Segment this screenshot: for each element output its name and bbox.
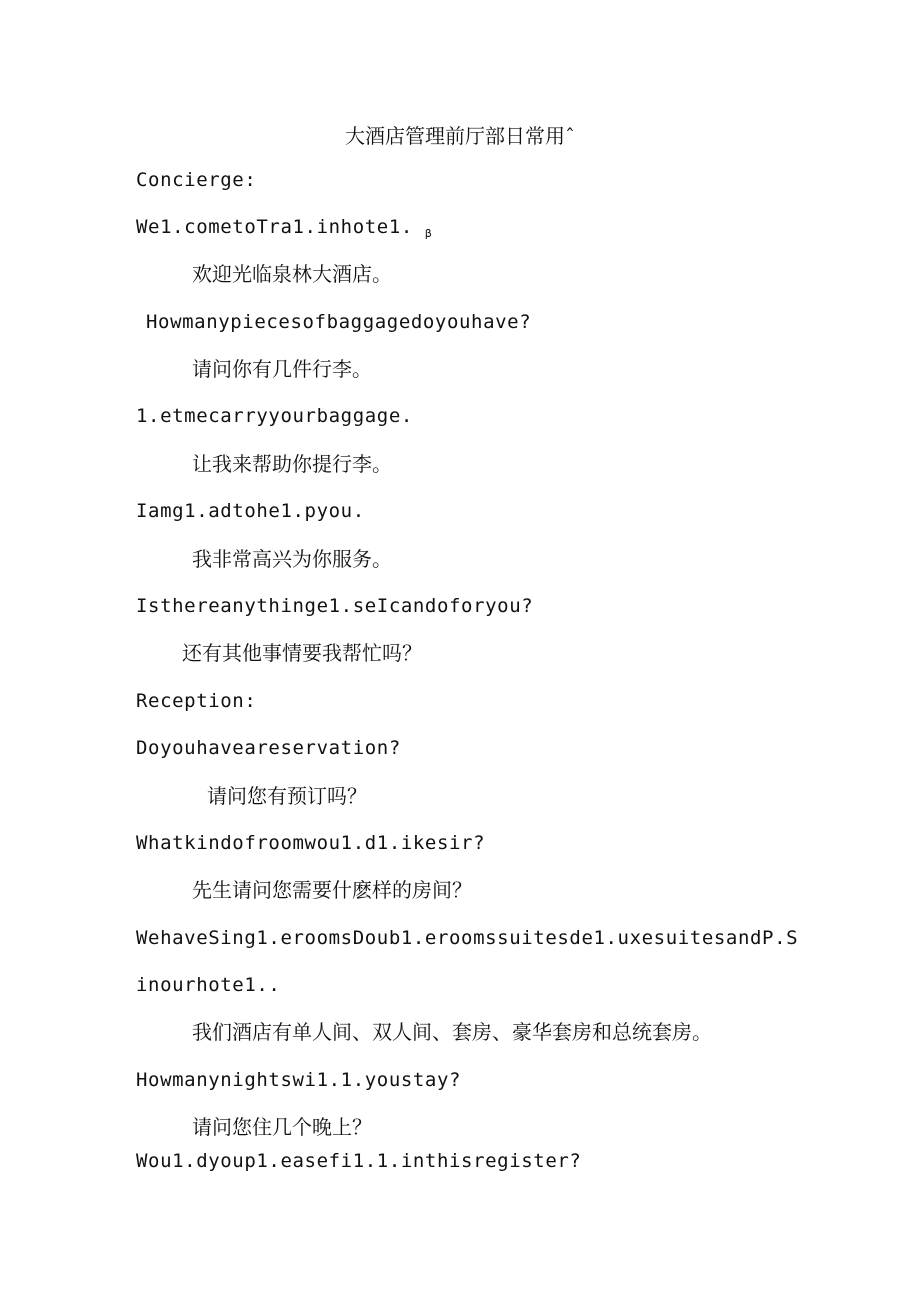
phrase-chinese-4: 我非常高兴为你服务。 — [192, 547, 392, 571]
phrase-english-3: 1.etmecarryyourbaggage. — [136, 405, 413, 427]
phrase-chinese-8: 我们酒店有单人间、双人间、套房、豪华套房和总统套房。 — [192, 1020, 712, 1044]
phrase-english-5: Isthereanythinge1.seIcandoforyou? — [136, 595, 534, 617]
phrase-chinese-9: 请问您住几个晚上？ — [192, 1115, 372, 1139]
phrase-english-8: WehaveSing1.eroomsDoub1.eroomssuitesde1.uxesuitesandP.S — [136, 927, 799, 949]
phrase-english-10: Wou1.dyoup1.easefi1.1.inthisregister? — [136, 1150, 582, 1172]
phrase-english-4: Iamg1.adtohe1.pyou. — [136, 500, 365, 522]
phrase-english-6: Doyouhaveareservation? — [136, 737, 401, 759]
phrase-english-7: Whatkindofroomwou1.d1.ikesir? — [136, 832, 486, 854]
phrase-english-1 — [136, 213, 432, 248]
phrase-chinese-7: 先生请问您需要什麽样的房间？ — [192, 878, 472, 902]
phrase-english-2: Howmanypiecesofbaggagedoyouhave? — [146, 311, 532, 333]
document-title: 大酒店管理前厅部日常用ˆ — [345, 124, 575, 148]
phrase-english-8-continued: inourhote1.. — [136, 974, 281, 996]
phrase-english-1-text: We1.cometoTra1.inhote1. — [136, 216, 413, 238]
phrase-chinese-1: 欢迎光临泉林大酒店。 — [192, 262, 392, 286]
phrase-chinese-3: 让我来帮助你提行李。 — [192, 452, 392, 476]
section-heading-reception: Reception: — [136, 690, 257, 712]
phrase-chinese-5: 还有其他事情要我帮忙吗？ — [182, 641, 422, 665]
phrase-chinese-6: 请问您有预订吗？ — [207, 784, 367, 808]
section-heading-concierge: Concierge: — [136, 169, 257, 191]
phrase-english-1-suffix: β — [424, 227, 433, 240]
phrase-chinese-2: 请问你有几件行李。 — [192, 357, 372, 381]
phrase-english-9: Howmanynightswi1.1.youstay? — [136, 1069, 462, 1091]
